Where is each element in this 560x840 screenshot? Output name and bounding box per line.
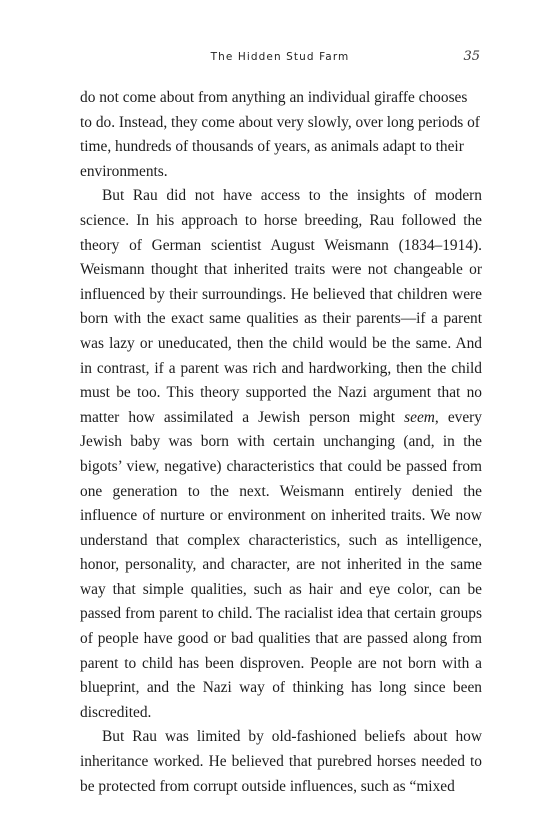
paragraph-inheritance [80,725,482,799]
paragraph-3-text: But Rau was limited by old-fashioned beliefs about how inheritance worked. He believed that purebred horses needed to be protected from corrupt outside influences, such as “mixed [80,728,482,795]
paragraph-2-text-b: , every Jewish baby was born with certain unchanging (and, in the bigots’ view, negative) characteristics that could be passed from one generation to the next. Weismann entirely denied the influence of nurture or environment on inherited traits. We now understand that complex characteristics, such as intelligence, honor, personality, and character, are not inherited in the same way that simple qualities, such as hair and eye color, can be passed from parent to child. The racialist idea that certain groups of people have good or bad qualities that are passed along from parent to child has been disproven. People are not born with a blueprint, and the Nazi way of thinking has long since been discredited. [80,408,483,721]
paragraph-continued [80,86,482,184]
running-title: The Hidden Stud Farm [210,51,350,63]
emphasis-seem: seem [404,408,435,426]
paragraph-1-text: do not come about from anything an individual giraffe chooses to do. Instead, they come about very slowly, over long periods of time, hundreds of thousands of years, as animals adapt to their environments. [80,89,480,180]
running-head [80,50,480,68]
paragraph-2-text-a: But Rau did not have access to the insights of modern science. In his approach to horse breeding, Rau followed the theory of German scientist August Weismann (1834–1914). Weismann thought that inherited traits were not changeable or influenced by their surroundings. He believed that children were born with the exact same qualities as their parents—if a parent was lazy or uneducated, then the child would be the same. And in contrast, if a parent was rich and hardworking, then the child must be too. This theory supported the Nazi argument that no matter how assimilated a Jewish person might [80,187,482,426]
page-number: 35 [463,49,480,64]
paragraph-weismann [80,184,482,725]
body-text [80,86,482,799]
